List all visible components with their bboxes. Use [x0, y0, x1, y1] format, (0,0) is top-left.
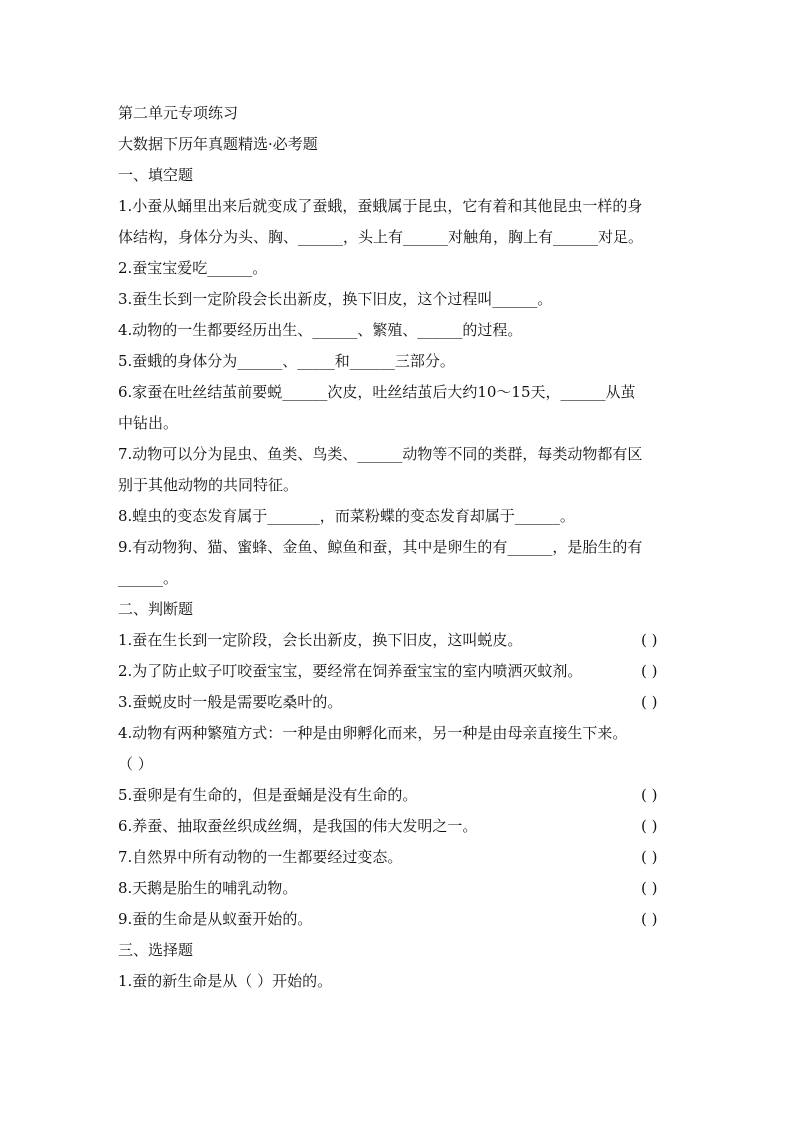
fill-question-line: 3.蚕生长到一定阶段会长出新皮，换下旧皮，这个过程叫______。 [118, 290, 553, 308]
judge-question-text: 5.蚕卵是有生命的，但是蚕蛹是没有生命的。 [118, 786, 418, 804]
fill-question-line: 4.动物的一生都要经历出生、______、繁殖、______的过程。 [118, 321, 523, 339]
answer-parentheses: ( ) [641, 693, 658, 711]
choice-question-text: 1.蚕的新生命是从（ ）开始的。 [118, 972, 333, 990]
judge-question [118, 811, 678, 842]
fill-question-line: 体结构，身体分为头、胸、______，头上有______对触角，胸上有______对足。 [118, 228, 644, 246]
fill-question-line: 1.小蚕从蛹里出来后就变成了蚕蛾，蚕蛾属于昆虫，它有着和其他昆虫一样的身 [118, 197, 643, 215]
fill-question-line: 7.动物可以分为昆虫、鱼类、鸟类、______动物等不同的类群，每类动物都有区 [118, 445, 643, 463]
answer-parentheses: ( ) [641, 817, 658, 835]
fill-question-line: 6.家蚕在吐丝结茧前要蜕______次皮，吐丝结茧后大约10～15天，______从茧 [118, 383, 636, 401]
answer-parentheses: ( ) [641, 786, 658, 804]
judge-question-text: 2.为了防止蚊子叮咬蚕宝宝，要经常在饲养蚕宝宝的室内喷洒灭蚊剂。 [118, 662, 583, 680]
fill-question-line: 2.蚕宝宝爱吃______。 [118, 259, 268, 277]
fill-question-line: 别于其他动物的共同特征。 [118, 476, 299, 494]
fill-section-heading: 一、填空题 [118, 166, 194, 184]
worksheet-title: 第二单元专项练习 [118, 104, 239, 122]
judge-question-text: 7.自然界中所有动物的一生都要经过变态。 [118, 848, 403, 866]
answer-parentheses: ( ) [641, 848, 658, 866]
worksheet-subtitle: 大数据下历年真题精选·必考题 [118, 135, 318, 153]
answer-parentheses: ( ) [641, 879, 658, 897]
answer-parentheses: （ ） [118, 755, 153, 773]
judge-question [118, 625, 678, 656]
fill-question-line: 9.有动物狗、猫、蜜蜂、金鱼、鲸鱼和蚕，其中是卵生的有______，是胎生的有 [118, 538, 643, 556]
worksheet-page [118, 98, 678, 997]
judge-question-text: 8.天鹅是胎生的哺乳动物。 [118, 879, 298, 897]
judge-question [118, 656, 678, 687]
fill-question-line: 5.蚕蛾的身体分为______、_____和______三部分。 [118, 352, 455, 370]
judge-question [118, 873, 678, 904]
fill-question-line: 中钻出。 [118, 414, 179, 432]
choice-section-heading: 三、选择题 [118, 941, 194, 959]
judge-question-text: 3.蚕蜕皮时一般是需要吃桑叶的。 [118, 693, 343, 711]
judge-question [118, 780, 678, 811]
fill-question-line: ______。 [118, 569, 179, 587]
answer-parentheses: ( ) [641, 910, 658, 928]
judge-section-heading: 二、判断题 [118, 600, 194, 618]
judge-question-text: 1.蚕在生长到一定阶段，会长出新皮，换下旧皮，这叫蜕皮。 [118, 631, 523, 649]
fill-question-line: 8.蝗虫的变态发育属于_______，而菜粉蝶的变态发育却属于______。 [118, 507, 575, 525]
judge-question-text: 4.动物有两种繁殖方式：一种是由卵孵化而来，另一种是由母亲直接生下来。 [118, 724, 628, 742]
answer-parentheses: ( ) [641, 631, 658, 649]
judge-question [118, 842, 678, 873]
judge-question [118, 904, 678, 935]
judge-question-text: 6.养蚕、抽取蚕丝织成丝绸，是我国的伟大发明之一。 [118, 817, 478, 835]
answer-parentheses: ( ) [641, 662, 658, 680]
judge-question [118, 687, 678, 718]
judge-question-text: 9.蚕的生命是从蚁蚕开始的。 [118, 910, 313, 928]
